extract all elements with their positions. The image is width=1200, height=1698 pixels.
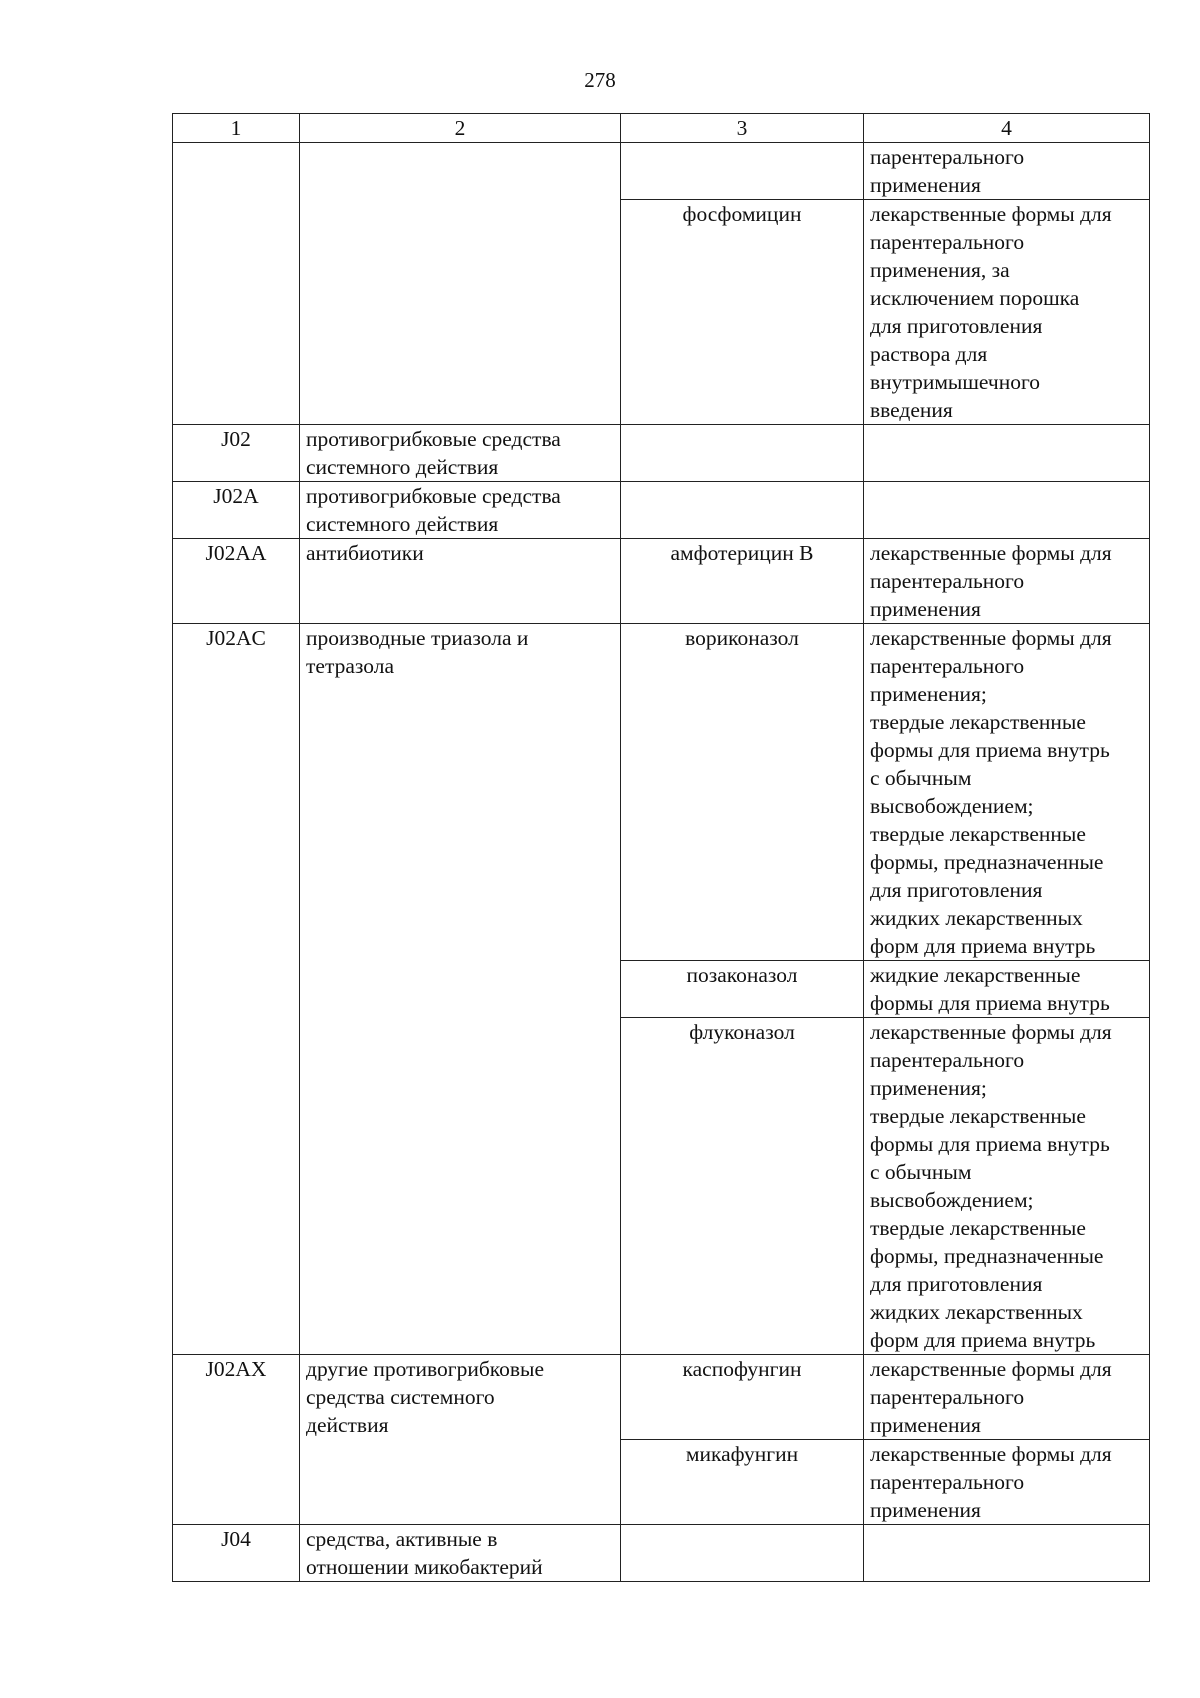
atc-code: J02A: [213, 484, 259, 508]
table-row: [173, 425, 1150, 482]
atc-code: J02: [221, 427, 251, 451]
dosage-form-cell: [864, 482, 1150, 539]
code-cell: [173, 482, 300, 539]
dosage-form-cell: [864, 624, 1150, 961]
table-row: [173, 143, 1150, 200]
group-name-line: тетразола: [306, 654, 394, 678]
group-name-line: отношении микобактерий: [306, 1555, 543, 1579]
drug-name: микафунгин: [685, 1442, 799, 1466]
group-name-line: системного действия: [306, 512, 499, 536]
form-line: применения;: [870, 682, 987, 706]
drug-cell: [621, 425, 864, 482]
form-line: парентерального: [870, 1048, 1025, 1072]
header-row: [173, 114, 1150, 143]
form-line: исключением порошка: [870, 286, 1080, 310]
code-cell: [173, 143, 300, 425]
form-line: лекарственные формы для: [870, 626, 1112, 650]
form-line: высвобождением;: [870, 1188, 1034, 1212]
drug-name: позаконазол: [686, 963, 798, 987]
table-row: [173, 624, 1150, 961]
code-cell: [173, 624, 300, 1355]
group-name-line: системного действия: [306, 455, 499, 479]
drug-cell: [621, 1355, 864, 1440]
form-line: форм для приема внутрь: [870, 1328, 1096, 1352]
table-row: [173, 1355, 1150, 1440]
group-name-cell: [300, 539, 621, 624]
drug-cell: [621, 200, 864, 425]
drug-cell: [621, 1525, 864, 1582]
form-line: введения: [870, 398, 953, 422]
group-name-cell: [300, 1355, 621, 1525]
group-name-cell: [300, 482, 621, 539]
atc-code: J04: [221, 1527, 251, 1551]
drug-cell: [621, 1018, 864, 1355]
table-row: [173, 539, 1150, 624]
form-line: твердые лекарственные: [870, 822, 1086, 846]
form-line: для приготовления: [870, 314, 1043, 338]
form-line: парентерального: [870, 569, 1025, 593]
form-line: применения: [870, 1498, 981, 1522]
form-line: с обычным: [870, 766, 972, 790]
drug-cell: [621, 482, 864, 539]
form-line: применения: [870, 597, 981, 621]
group-name-cell: [300, 624, 621, 1355]
atc-code: J02AX: [205, 1357, 267, 1381]
group-name-line: антибиотики: [306, 541, 424, 565]
drug-name: каспофунгин: [682, 1357, 802, 1381]
form-line: парентерального: [870, 654, 1025, 678]
header-col-1: 1: [173, 114, 300, 143]
code-cell: [173, 1525, 300, 1582]
form-line: применения: [870, 173, 981, 197]
drug-name: флуконазол: [689, 1020, 795, 1044]
page-number: 278: [584, 68, 616, 92]
dosage-form-cell: [864, 1440, 1150, 1525]
form-line: применения: [870, 1413, 981, 1437]
code-cell: [173, 425, 300, 482]
group-name-line: другие противогрибковые: [306, 1357, 545, 1381]
form-line: форм для приема внутрь: [870, 934, 1096, 958]
form-line: формы для приема внутрь: [870, 1132, 1110, 1156]
form-line: формы для приема внутрь: [870, 991, 1110, 1015]
form-line: твердые лекарственные: [870, 710, 1086, 734]
group-name-line: средства системного: [306, 1385, 495, 1409]
group-name-line: средства, активные в: [306, 1527, 498, 1551]
code-cell: [173, 539, 300, 624]
drug-cell: [621, 624, 864, 961]
header-col-2: 2: [300, 114, 621, 143]
drug-name: вориконазол: [685, 626, 799, 650]
form-line: применения, за: [870, 258, 1010, 282]
header-col-3: 3: [621, 114, 864, 143]
form-line: парентерального: [870, 1470, 1025, 1494]
group-name-cell: [300, 1525, 621, 1582]
dosage-form-cell: [864, 1525, 1150, 1582]
form-line: лекарственные формы для: [870, 1020, 1112, 1044]
form-line: для приготовления: [870, 1272, 1043, 1296]
medication-table: [172, 113, 1150, 1582]
form-line: формы, предназначенные: [870, 850, 1104, 874]
group-name-line: действия: [306, 1413, 389, 1437]
group-name-cell: [300, 425, 621, 482]
group-name-line: производные триазола и: [306, 626, 529, 650]
form-line: твердые лекарственные: [870, 1104, 1086, 1128]
drug-cell: [621, 143, 864, 200]
table-row: [173, 482, 1150, 539]
form-line: жидких лекарственных: [870, 1300, 1083, 1324]
form-line: применения;: [870, 1076, 987, 1100]
atc-code: J02AA: [205, 541, 267, 565]
form-line: с обычным: [870, 1160, 972, 1184]
form-line: лекарственные формы для: [870, 1357, 1112, 1381]
code-cell: [173, 1355, 300, 1525]
dosage-form-cell: [864, 425, 1150, 482]
dosage-form-cell: [864, 539, 1150, 624]
form-line: высвобождением;: [870, 794, 1034, 818]
form-line: жидкие лекарственные: [870, 963, 1081, 987]
drug-cell: [621, 539, 864, 624]
dosage-form-cell: [864, 143, 1150, 200]
group-name-cell: [300, 143, 621, 425]
form-line: парентерального: [870, 230, 1025, 254]
dosage-form-cell: [864, 200, 1150, 425]
atc-code: J02AC: [206, 626, 266, 650]
form-line: твердые лекарственные: [870, 1216, 1086, 1240]
drug-name: фосфомицин: [682, 202, 802, 226]
drug-cell: [621, 1440, 864, 1525]
form-line: внутримышечного: [870, 370, 1041, 394]
dosage-form-cell: [864, 1355, 1150, 1440]
header-col-4: 4: [864, 114, 1150, 143]
form-line: формы, предназначенные: [870, 1244, 1104, 1268]
table-row: [173, 1525, 1150, 1582]
dosage-form-cell: [864, 1018, 1150, 1355]
drug-name: амфотерицин В: [670, 541, 814, 565]
form-line: лекарственные формы для: [870, 202, 1112, 226]
group-name-line: противогрибковые средства: [306, 484, 561, 508]
dosage-form-cell: [864, 961, 1150, 1018]
form-line: парентерального: [870, 1385, 1025, 1409]
group-name-line: противогрибковые средства: [306, 427, 561, 451]
drug-cell: [621, 961, 864, 1018]
form-line: раствора для: [870, 342, 988, 366]
form-line: лекарственные формы для: [870, 541, 1112, 565]
form-line: жидких лекарственных: [870, 906, 1083, 930]
form-line: формы для приема внутрь: [870, 738, 1110, 762]
form-line: для приготовления: [870, 878, 1043, 902]
form-line: парентерального: [870, 145, 1025, 169]
form-line: лекарственные формы для: [870, 1442, 1112, 1466]
